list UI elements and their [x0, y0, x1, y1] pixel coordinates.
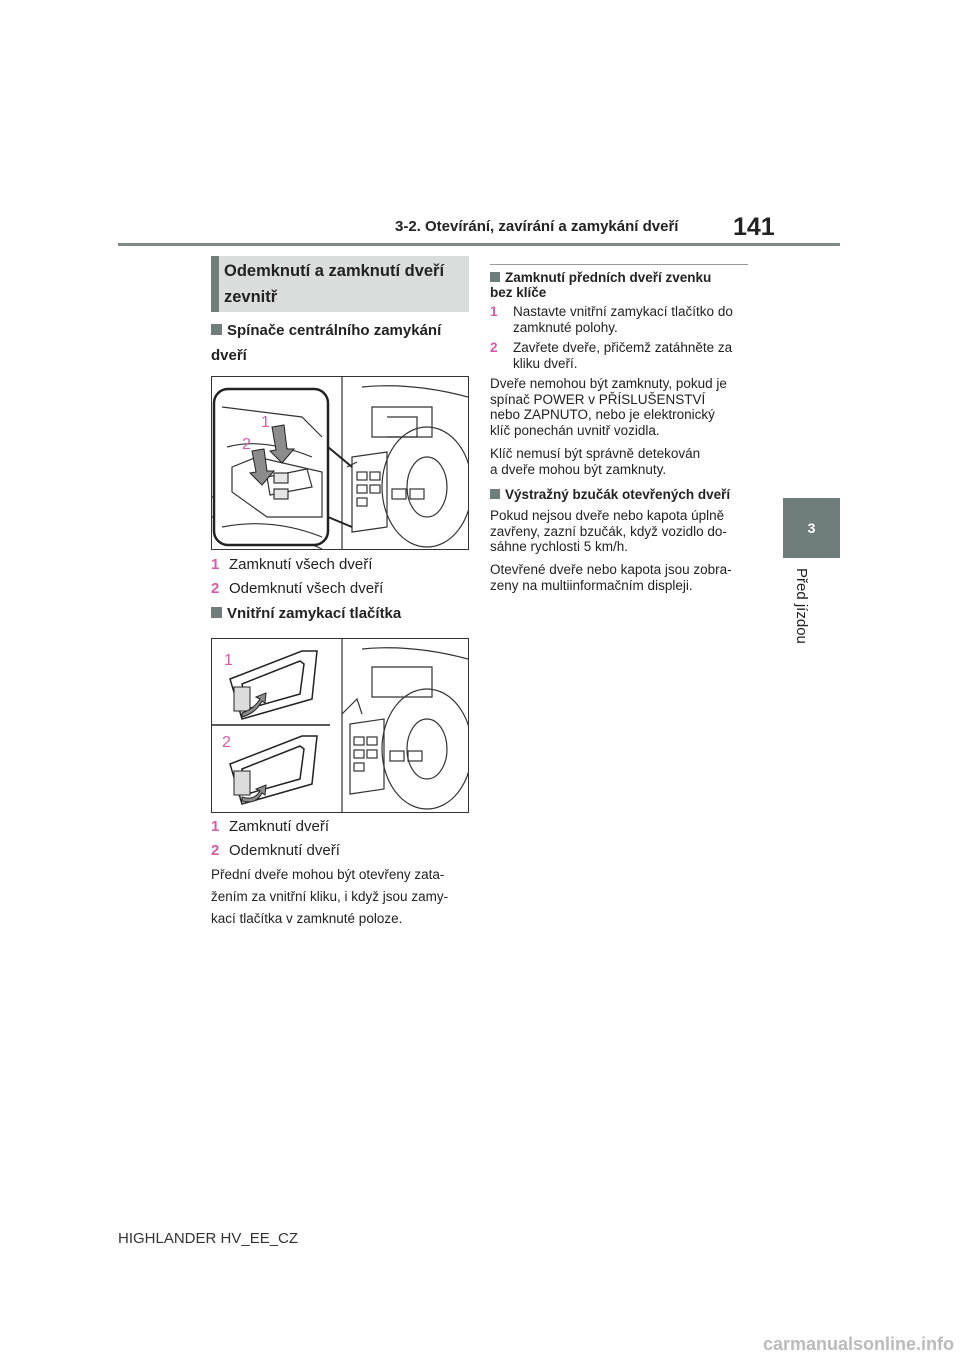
heading-lock-front-doors: Zamknutí předních dveří zvenku bez klíče [490, 270, 712, 300]
step-item: 2 Zavřete dveře, přičemž zatáhněte za kliku dveří. [490, 340, 733, 371]
page-number: 141 [733, 213, 775, 241]
chapter-label: Před jízdou [793, 568, 810, 644]
footer-model: HIGHLANDER HV_EE_CZ [118, 1230, 299, 1247]
lock-button-illustration [212, 639, 468, 812]
heading-inner-lock-buttons: Vnitřní zamykací tlačítka [211, 601, 473, 626]
chapter-tab [783, 498, 840, 558]
square-bullet-icon [490, 272, 500, 282]
paragraph-key-detection: Klíč nemusí být správně detekován a dveře mohou být zamknuty. [490, 446, 701, 477]
square-bullet-icon [211, 607, 222, 618]
figure-inner-lock-buttons [211, 638, 469, 813]
lock-switch-illustration [212, 377, 468, 549]
figure-central-lock-switches [211, 376, 469, 550]
list-item: 2 Odemknutí dveří [211, 842, 340, 859]
list-item: 1 Zamknutí všech dveří [211, 556, 373, 573]
fig2-callout-2: 2 [222, 734, 231, 751]
note-paragraph: Přední dveře mohou být otevřeny zata- žením za vnitřní kliku, i když jsou zamy- kací tlačítka v zamknuté poloze. [211, 867, 449, 926]
fig2-callout-1: 1 [224, 652, 233, 669]
step-item: 1 Nastavte vnitřní zamykací tlačítko do zamknuté polohy. [490, 304, 733, 335]
heading-door-buzzer: Výstražný bzučák otevřených dveří [490, 487, 752, 502]
running-header-title: 3-2. Otevírání, zavírání a zamykání dveří [395, 218, 679, 235]
paragraph-buzzer: Pokud nejsou dveře nebo kapota úplně zavřeny, zazní bzučák, když vozidlo do- sáhne rychlosti 5 km/h. [490, 508, 727, 554]
paragraph-cannot-lock: Dveře nemohou být zamknuty, pokud je spínač POWER v PŘÍSLUŠENSTVÍ nebo ZAPNUTO, nebo je elektronický klíč ponechán uvnitř vozidla. [490, 376, 727, 438]
fig1-callout-1: 1 [261, 414, 270, 431]
heading-central-lock-switches: Spínače centrálního zamykání dveří [211, 322, 442, 364]
paragraph-display: Otevřené dveře nebo kapota jsou zobra- zeny na multiinformačním displeji. [490, 562, 732, 593]
header-rule [118, 243, 840, 246]
square-bullet-icon [490, 489, 500, 499]
column-rule [490, 264, 748, 265]
section-title: Odemknutí a zamknutí dveří zevnitř [224, 262, 445, 306]
list-item: 2 Odemknutí všech dveří [211, 580, 384, 597]
section-title-bar [211, 256, 219, 312]
square-bullet-icon [211, 324, 222, 335]
chapter-number: 3 [807, 520, 816, 536]
fig1-callout-2: 2 [242, 436, 251, 453]
watermark: carmanualsonline.info [714, 1330, 960, 1358]
list-item: 1 Zamknutí dveří [211, 818, 330, 835]
